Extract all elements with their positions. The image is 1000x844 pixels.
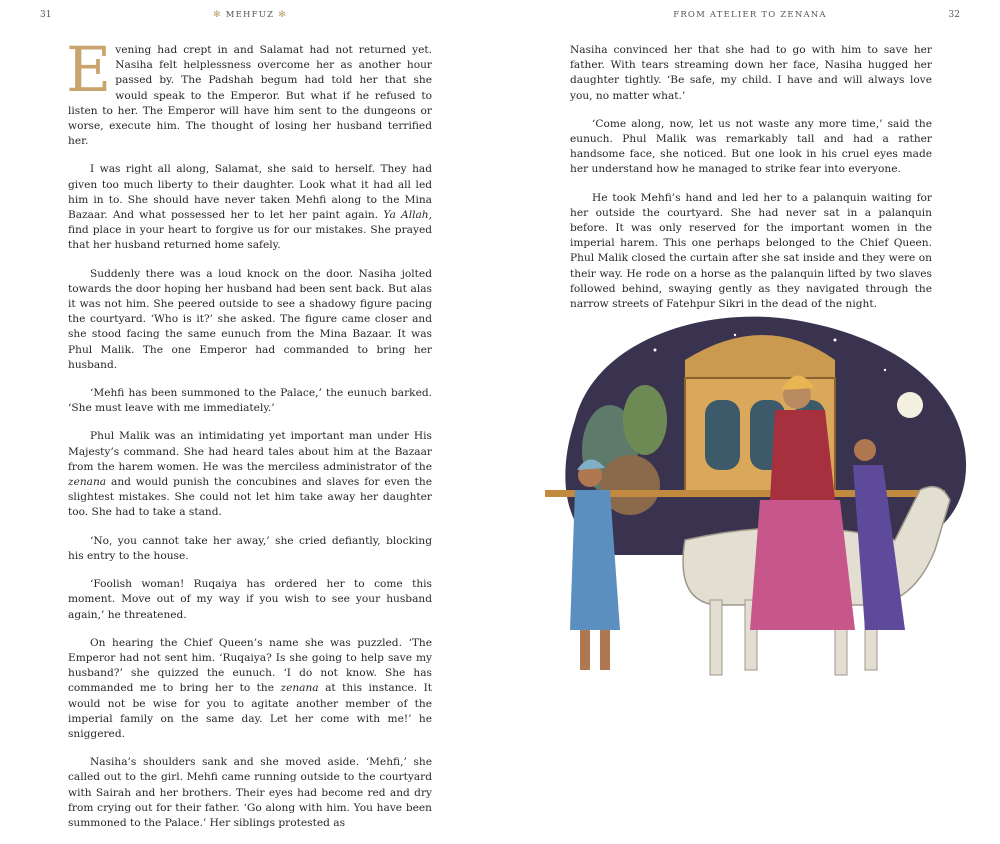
left-body-text [66, 33, 433, 844]
right-running-head: FROM ATELIER TO ZENANA [673, 10, 827, 20]
right-folio: 32 [948, 10, 960, 20]
paragraph: I was right all along, Salamat, she said to herself. They had given too much liberty to their daughter. Look what it had all led him in to. She should have never taken Mehfi along to the Mina Bazaar. And what possessed her to let her paint again. Ya Allah, find place in your heart to forgive us for our mistakes. She prayed that her husband returned home safely. [68, 163, 432, 252]
paragraph: ‘Mehfi has been summoned to the Palace,’ the eunuch barked. ‘She must leave with me immediately.’ [68, 387, 432, 415]
rider-body [770, 410, 835, 500]
left-running-head [0, 10, 500, 20]
palanquin-window [705, 400, 740, 470]
right-page [500, 0, 1000, 700]
ornament-icon: ✻ [213, 10, 222, 20]
drop-cap: E [66, 33, 112, 106]
paragraph: He took Mehfi’s hand and led her to a palanquin waiting for her outside the courtyard. She had never sat in a palanquin before. It was only reserved for the important women in the imperial harem. This one perhaps belonged to the Chief Queen. Phul Malik closed the curtain after she sat inside and they were on their way. He rode on a horse as the palanquin lifted by two slaves followed behind, swaying gently as they navigated through the narrow streets of Fatehpur Sikri in the dead of the night. [570, 191, 932, 311]
paragraph: Nasiha’s shoulders sank and she moved aside. ‘Mehfi,’ she called out to the girl. Mehfi came running outside to the courtyard with Sairah and her brothers. Their eyes had become red and dry from crying out for their father. ‘Go along with him. You have been summoned to the Palace.’ Her siblings protested as [68, 756, 432, 829]
star-icon [884, 369, 886, 371]
moon-icon [897, 392, 923, 418]
star-icon [834, 339, 837, 342]
horse-leg [710, 600, 722, 675]
right-body-text [570, 43, 932, 336]
bearer-leg [580, 630, 590, 670]
paragraph: Nasiha convinced her that she had to go with him to save her father. With tears streaming down her face, Nasiha hugged her daughter tightly. ‘Be safe, my child. I have and will always love you, no matter what.’ [570, 44, 932, 102]
paragraph: Phul Malik was an intimidating yet important man under His Majesty’s command. She had heard tales about him at the Bazaar from the harem women. He was the merciless administrator of the zenana and would punish the concubines and slaves for even the slightest mistakes. She could not let him take away her daughter too. She had to take a stand. [68, 430, 432, 519]
paragraph: Suddenly there was a loud knock on the door. Nasiha jolted towards the door hoping her husband had been sent back. But alas it was not him. She peered outside to see a shadowy figure pacing the courtyard. ‘Who is it?’ she asked. The figure came closer and she stood facing the same eunuch from the Mina Bazaar. It was Phul Malik. The one Emperor had commanded to bring her husband. [68, 267, 432, 371]
paragraph: ‘Come along, now, let us not waste any more time,’ said the eunuch. Phul Malik was remarkably tall and had a rather handsome face, she noticed. But one look in his cruel eyes made her understand how he managed to strike fear into everyone. [570, 117, 932, 176]
paragraph: On hearing the Chief Queen’s name she was puzzled. ‘The Emperor had not sent him. ‘Ruqaiya? Is she going to help save my husband?’ she quizzed the eunuch. ‘I do not know. She has commanded me to bring her to the zenana at this instance. It would not be wise for you to agitate another member of the imperial family on the same day. Let her come with me!’ he sniggered. [68, 636, 433, 740]
paragraph: ‘Foolish woman! Ruqaiya has ordered her to come this moment. Move out of my way if you wish to see your husband again,’ he threatened. [68, 578, 432, 621]
bearer-leg [600, 630, 610, 670]
tree [623, 385, 667, 455]
paragraph: Evening had crept in and Salamat had not returned yet. Nasiha felt helplessness overcome her as another hour passed by. The Padshah begum had told her that she would speak to the Emperor. But what if he refused to listen to her. The Emperor will have him sent to the dungeons or worse, execute him. The thought of losing her husband terrified her. [66, 33, 432, 148]
left-folio: 31 [40, 10, 52, 20]
paragraph: ‘No, you cannot take her away,’ she cried defiantly, blocking his entry to the house. [68, 534, 432, 562]
left-running-head-text: MEHFUZ [225, 10, 275, 20]
star-icon [654, 349, 657, 352]
left-page [0, 0, 500, 829]
ornament-icon: ✻ [278, 10, 287, 20]
star-icon [734, 334, 736, 336]
palanquin-illustration [535, 300, 975, 695]
rider-robe [750, 500, 855, 630]
bearer-head [854, 439, 876, 461]
